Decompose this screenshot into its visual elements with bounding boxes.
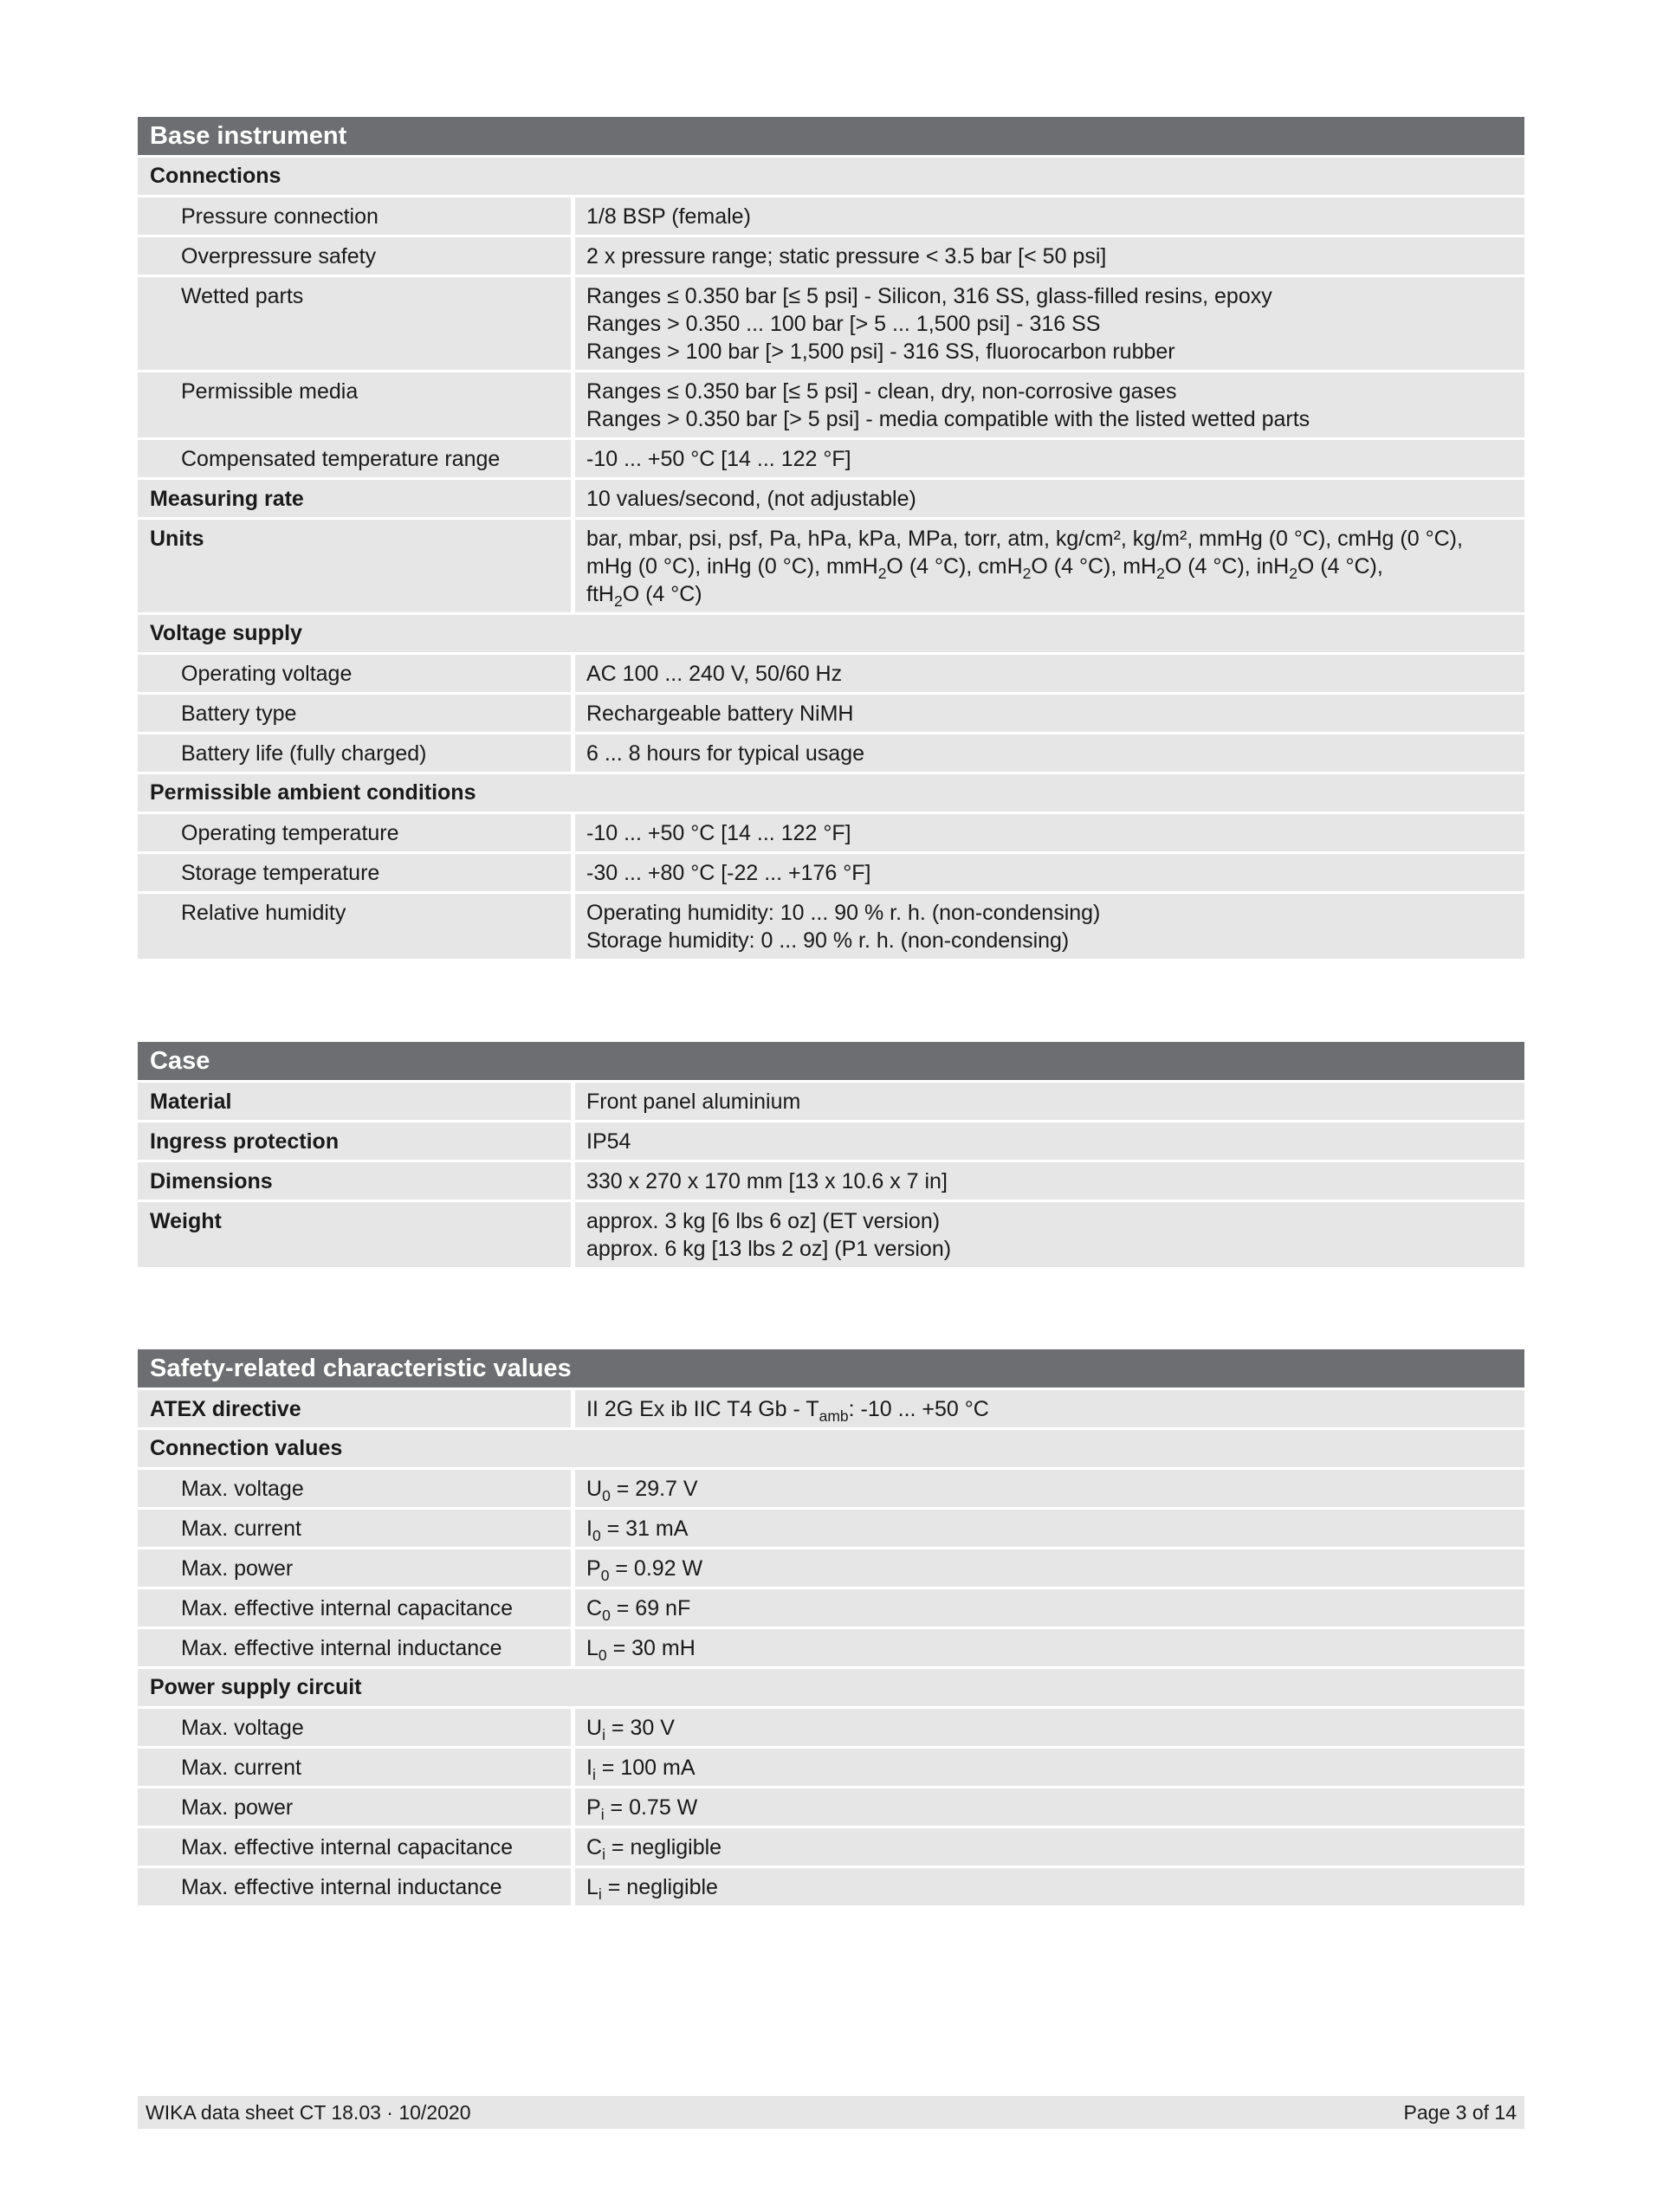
table-row	[138, 814, 1524, 851]
row-value: 330 x 270 x 170 mm [13 x 10.6 x 7 in]	[575, 1162, 1524, 1200]
row-label: Measuring rate	[138, 480, 571, 517]
table-row	[138, 1868, 1524, 1905]
value-line: Ranges > 0.350 bar [> 5 psi] - media compatible with the listed wetted parts	[586, 407, 1310, 431]
row-label: ATEX directive	[138, 1390, 571, 1427]
row-value: $I_0 = 31$ mA	[575, 1510, 1524, 1547]
row-label: Wetted parts	[138, 277, 571, 370]
category-connections: Connections	[138, 158, 1524, 195]
table-row	[138, 1202, 1524, 1267]
row-label: Material	[138, 1083, 571, 1120]
row-value: Front panel aluminium	[575, 1083, 1524, 1120]
row-value: $U_0 = 29.7$ V	[575, 1470, 1524, 1507]
table-row	[138, 1629, 1524, 1666]
row-label: Max. current	[138, 1749, 571, 1786]
row-value: -30 ... +80 °C [-22 ... +176 °F]	[575, 854, 1524, 891]
row-value: -10 ... +50 °C [14 ... 122 °F]	[575, 814, 1524, 851]
row-label: Max. effective internal inductance	[138, 1629, 571, 1666]
row-value: -10 ... +50 °C [14 ... 122 °F]	[575, 440, 1524, 477]
section-title: Case	[138, 1042, 1524, 1080]
row-value	[575, 277, 1524, 370]
table-row	[138, 854, 1524, 891]
case-section	[138, 1042, 1524, 1270]
category-ambient-conditions: Permissible ambient conditions	[138, 774, 1524, 812]
table-row	[138, 237, 1524, 275]
value-line: Ranges ≤ 0.350 bar [≤ 5 psi] - Silicon, 316 SS, glass-filled resins, epoxy	[586, 284, 1272, 308]
row-value: $P_i = 0.75$ W	[575, 1788, 1524, 1826]
table-row	[138, 695, 1524, 732]
table-row	[138, 1788, 1524, 1826]
section-title: Base instrument	[138, 117, 1524, 155]
row-label: Relative humidity	[138, 894, 571, 959]
row-label: Max. effective internal capacitance	[138, 1589, 571, 1627]
row-label: Weight	[138, 1202, 571, 1267]
row-value	[575, 1202, 1524, 1267]
safety-section	[138, 1349, 1524, 1908]
row-label: Operating temperature	[138, 814, 571, 851]
table-row	[138, 1510, 1524, 1547]
row-value	[575, 894, 1524, 959]
section-title: Safety-related characteristic values	[138, 1349, 1524, 1387]
value-line: Ranges ≤ 0.350 bar [≤ 5 psi] - clean, dry, non-corrosive gases	[586, 379, 1177, 404]
table-row	[138, 1390, 1524, 1427]
category-connection-values: Connection values	[138, 1430, 1524, 1467]
table-row	[138, 1470, 1524, 1507]
category-voltage-supply: Voltage supply	[138, 615, 1524, 652]
row-value: $P_0 = 0.92$ W	[575, 1549, 1524, 1587]
row-value: II 2G Ex ib IIC T4 Gb - $T_{amb}$: -10 ... +50 °C	[575, 1390, 1524, 1427]
row-value: $U_i = 30$ V	[575, 1709, 1524, 1746]
table-row	[138, 1709, 1524, 1746]
row-label: Pressure connection	[138, 197, 571, 235]
row-label: Max. voltage	[138, 1470, 571, 1507]
value-line: Storage humidity: 0 ... 90 % r. h. (non-condensing)	[586, 928, 1070, 953]
category-power-supply-circuit: Power supply circuit	[138, 1669, 1524, 1706]
table-row	[138, 1162, 1524, 1200]
base-instrument-section	[138, 117, 1524, 961]
row-label: Operating voltage	[138, 655, 571, 692]
table-row	[138, 734, 1524, 772]
table-row	[138, 1589, 1524, 1627]
table-row	[138, 440, 1524, 477]
value-line: mHg (0 °C), inHg (0 °C), mmH$_2$O (4 °C), cmH$_2$O (4 °C), $mH_2O$ (4 °C), inH$_2$O (4 °C),	[586, 554, 1383, 583]
row-value: $I_i = 100$ mA	[575, 1749, 1524, 1786]
row-label: Battery life (fully charged)	[138, 734, 571, 772]
value-line: Ranges > 100 bar [> 1,500 psi] - 316 SS, fluorocarbon rubber	[586, 340, 1175, 364]
row-label: Permissible media	[138, 372, 571, 437]
row-label: Compensated temperature range	[138, 440, 571, 477]
row-label: Max. effective internal inductance	[138, 1868, 571, 1905]
row-value: 1/8 BSP (female)	[575, 197, 1524, 235]
table-row	[138, 480, 1524, 517]
table-row	[138, 520, 1524, 612]
table-row	[138, 1083, 1524, 1120]
row-value: 2 x pressure range; static pressure < 3.5 bar [< 50 psi]	[575, 237, 1524, 275]
table-row	[138, 894, 1524, 959]
page-footer	[138, 2096, 1524, 2129]
row-value: IP54	[575, 1122, 1524, 1160]
row-label: Max. voltage	[138, 1709, 571, 1746]
row-label: Max. effective internal capacitance	[138, 1828, 571, 1866]
table-row	[138, 655, 1524, 692]
row-label: Max. current	[138, 1510, 571, 1547]
footer-doc-id: WIKA data sheet CT 18.03 · 10/2020	[146, 2101, 471, 2124]
table-row	[138, 1549, 1524, 1587]
value-line: bar, mbar, psi, psf, Pa, hPa, kPa, MPa, torr, atm, kg/cm², kg/m², mmHg (0 °C), cmHg (0 °C),	[586, 527, 1463, 551]
row-value: Rechargeable battery NiMH	[575, 695, 1524, 732]
row-value: $C_0 = 69$ nF	[575, 1589, 1524, 1627]
row-label: Dimensions	[138, 1162, 571, 1200]
value-line: Ranges > 0.350 ... 100 bar [> 5 ... 1,500 psi] - 316 SS	[586, 312, 1101, 336]
row-value: 6 ... 8 hours for typical usage	[575, 734, 1524, 772]
table-row	[138, 372, 1524, 437]
footer-page-number: Page 3 of 14	[1403, 2101, 1517, 2124]
row-label: Units	[138, 520, 571, 612]
value-line: ftH$_2$O (4 °C)	[586, 582, 702, 611]
row-label: Overpressure safety	[138, 237, 571, 275]
row-label: Max. power	[138, 1788, 571, 1826]
value-line: Operating humidity: 10 ... 90 % r. h. (non-condensing)	[586, 901, 1101, 925]
row-value: 10 values/second, (not adjustable)	[575, 480, 1524, 517]
table-row	[138, 1749, 1524, 1786]
row-value	[575, 372, 1524, 437]
value-line: approx. 3 kg [6 lbs 6 oz] (ET version)	[586, 1209, 941, 1233]
row-value: AC 100 ... 240 V, 50/60 Hz	[575, 655, 1524, 692]
row-label: Ingress protection	[138, 1122, 571, 1160]
value-line: approx. 6 kg [13 lbs 2 oz] (P1 version)	[586, 1237, 952, 1261]
row-label: Battery type	[138, 695, 571, 732]
table-row	[138, 277, 1524, 370]
row-label: Storage temperature	[138, 854, 571, 891]
table-row	[138, 1122, 1524, 1160]
row-value: $C_i$ = negligible	[575, 1828, 1524, 1866]
row-value	[575, 520, 1524, 612]
table-row	[138, 197, 1524, 235]
row-value: $L_i$ = negligible	[575, 1868, 1524, 1905]
row-value: $L_0 = 30$ mH	[575, 1629, 1524, 1666]
row-label: Max. power	[138, 1549, 571, 1587]
table-row	[138, 1828, 1524, 1866]
